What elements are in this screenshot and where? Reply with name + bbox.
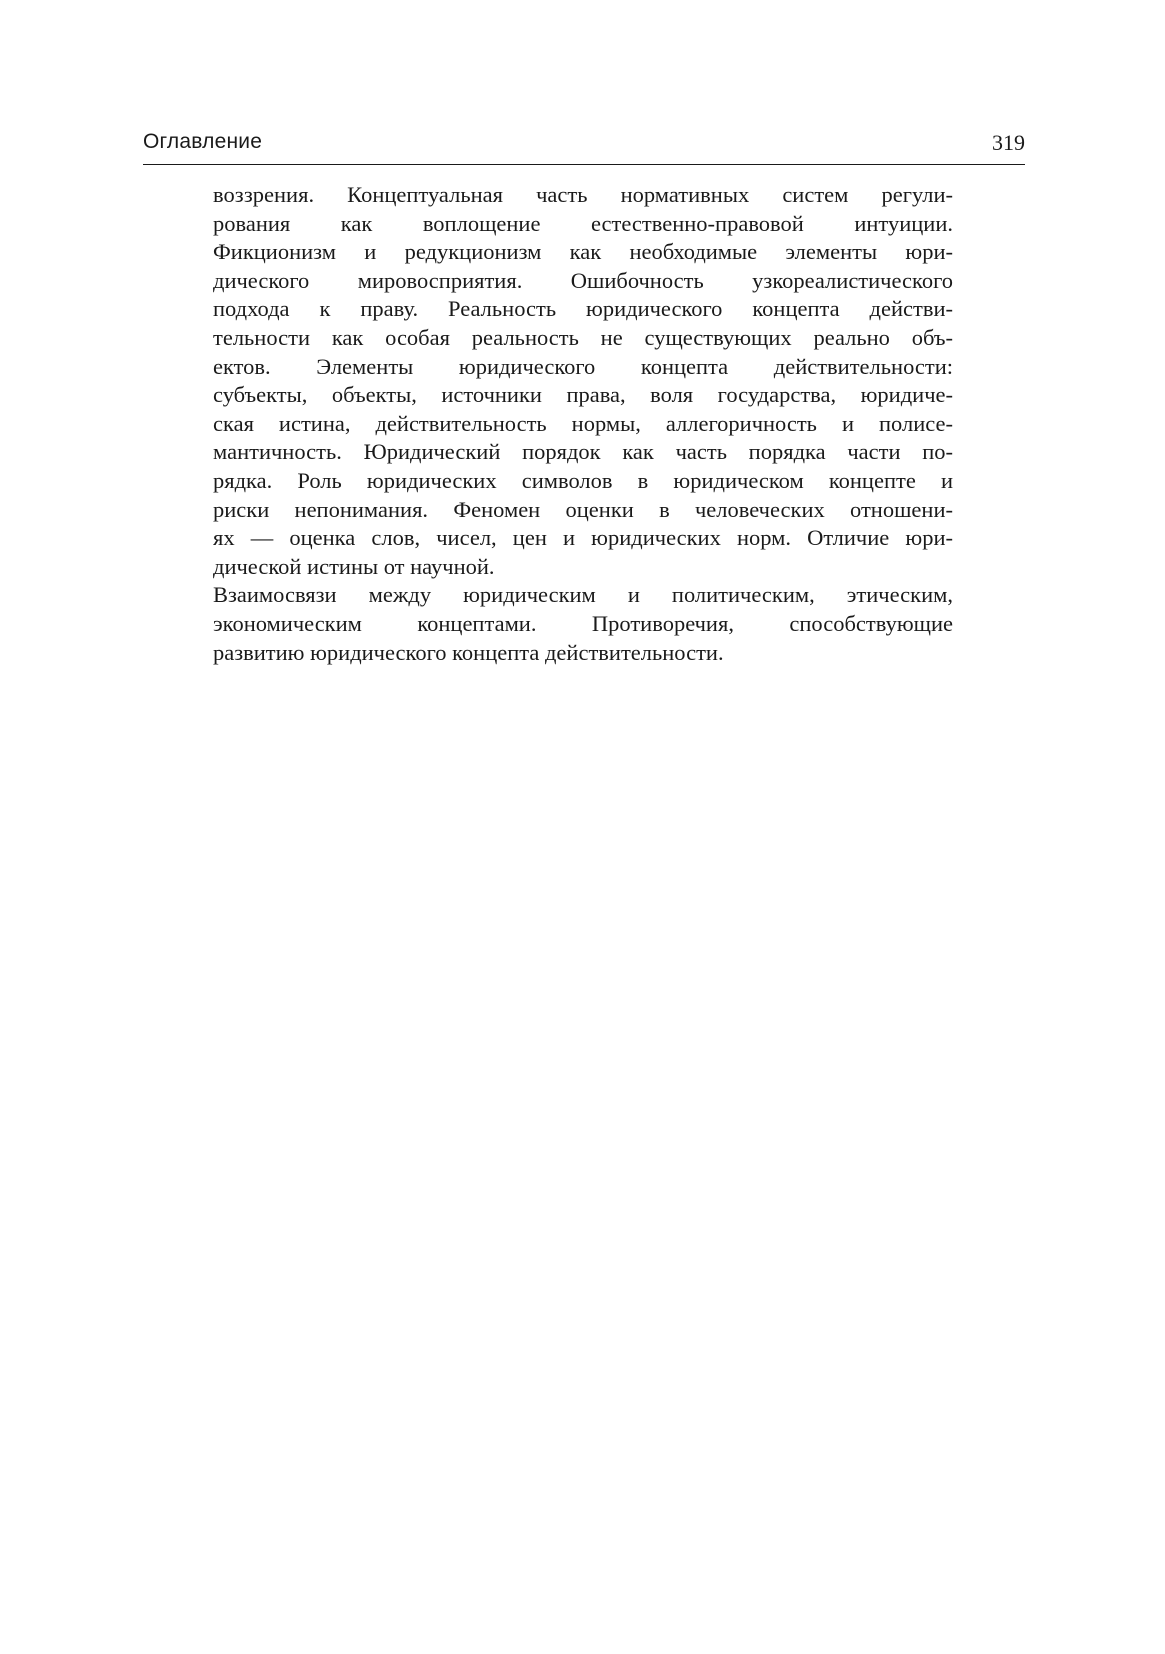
text-line: субъекты, объекты, источники права, воля государства, юридиче- (213, 382, 953, 408)
text-line: подхода к праву. Реальность юридического концепта действи- (213, 296, 953, 322)
text-line: Фикционизм и редукционизм как необходимые элементы юри- (213, 239, 953, 265)
text-line: воззрения. Концептуальная часть нормативных систем регули- (213, 182, 953, 207)
text-line: дического мировосприятия. Ошибочность узкореалистического (213, 267, 953, 293)
page-number: 319 (992, 130, 1025, 155)
toc-paragraph-1 (213, 181, 953, 581)
text-line: ектов. Элементы юридического концепта действительности: (213, 353, 953, 379)
text-line: рядка. Роль юридических символов в юридическом концепте и (213, 467, 953, 493)
toc-body (213, 181, 953, 667)
text-line: тельности как особая реальность не существующих реально объ- (213, 324, 953, 350)
text-line: дической истины от научной. (213, 553, 495, 579)
text-line: ская истина, действительность нормы, аллегоричность и полисе- (213, 410, 953, 436)
text-line: экономическим концептами. Противоречия, способствующие (213, 610, 953, 636)
section-title: Оглавление (143, 130, 263, 153)
running-head (143, 128, 1025, 165)
text-line: рования как воплощение естественно-правовой интуиции. (213, 210, 953, 236)
toc-paragraph-2 (213, 581, 953, 667)
text-line: Взаимосвязи между юридическим и политическим, этическим, (213, 582, 953, 608)
text-line: ях — оценка слов, чисел, цен и юридических норм. Отличие юри- (213, 525, 953, 551)
text-line: мантичность. Юридический порядок как часть порядка части по- (213, 439, 953, 465)
text-line: риски непонимания. Феномен оценки в человеческих отношени- (213, 496, 953, 522)
text-line: развитию юридического концепта действительности. (213, 639, 724, 665)
